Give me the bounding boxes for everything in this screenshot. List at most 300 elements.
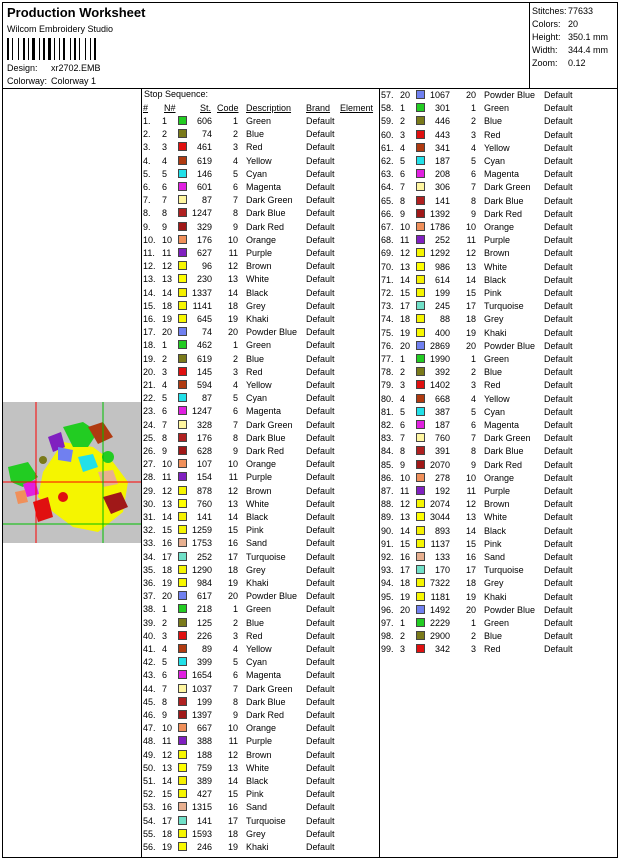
row-needle: 20 (162, 591, 173, 602)
row-index: 33. (143, 538, 156, 549)
width-stat (532, 45, 608, 55)
row-stitches: 667 (196, 723, 212, 734)
row-brand: Default (544, 604, 573, 615)
row-index: 13. (143, 274, 156, 285)
row-index: 57. (381, 90, 394, 100)
row-code: 7 (470, 182, 476, 193)
row-brand: Default (306, 182, 335, 192)
row-index: 44. (143, 683, 156, 694)
row-description: Blue (246, 129, 265, 140)
stop-row (142, 776, 378, 789)
row-code: 10 (227, 723, 238, 734)
row-stitches: 893 (434, 525, 450, 536)
row-brand: Default (544, 393, 573, 404)
row-needle: 3 (162, 630, 168, 641)
row-description: Red (484, 644, 501, 655)
stop-row (380, 552, 616, 565)
row-description: Dark Blue (484, 446, 524, 457)
row-needle: 12 (400, 499, 411, 510)
row-index: 62. (381, 156, 394, 166)
row-description: Brown (246, 749, 272, 760)
stop-row (380, 341, 616, 354)
stop-row (142, 208, 378, 221)
row-code: 4 (232, 380, 238, 390)
row-index: 10. (143, 234, 156, 245)
row-description: Orange (246, 723, 277, 734)
row-description: Green (484, 618, 510, 628)
stop-row (142, 578, 378, 591)
row-index: 64. (381, 182, 394, 193)
row-index: 58. (381, 103, 394, 114)
stop-row (380, 473, 616, 486)
row-needle: 13 (162, 498, 173, 509)
row-stitches: 88 (439, 314, 450, 325)
stop-row (380, 433, 616, 446)
row-stitches: 154 (196, 472, 212, 483)
row-stitches: 208 (434, 169, 450, 180)
row-brand: Default (306, 208, 335, 219)
stop-row (380, 367, 616, 380)
row-code: 16 (227, 538, 238, 549)
row-code: 2 (232, 617, 238, 628)
row-stitches: 176 (196, 432, 212, 443)
row-description: Purple (246, 472, 273, 483)
row-needle: 3 (162, 142, 168, 153)
row-description: Grey (246, 828, 266, 839)
row-stitches: 1654 (191, 670, 212, 681)
row-brand: Default (306, 129, 335, 140)
row-index: 68. (381, 235, 394, 246)
row-needle: 16 (162, 802, 173, 813)
row-stitches: 446 (434, 116, 450, 127)
row-stitches: 89 (201, 644, 212, 654)
row-stitches: 601 (196, 182, 212, 192)
row-needle: 14 (400, 274, 411, 285)
stop-row (142, 314, 378, 327)
row-code: 8 (232, 696, 238, 707)
row-description: Green (246, 604, 272, 615)
header-stitches: St. (200, 103, 212, 113)
colorway-row (7, 76, 96, 86)
row-needle: 19 (400, 327, 411, 338)
row-index: 15. (143, 300, 156, 311)
row-code: 5 (232, 657, 238, 668)
row-needle: 7 (162, 419, 168, 430)
stop-row (142, 340, 378, 353)
row-code: 8 (232, 432, 238, 443)
row-brand: Default (544, 182, 573, 193)
row-needle: 20 (162, 327, 173, 338)
row-description: Khaki (484, 591, 507, 602)
stop-row (142, 789, 378, 802)
row-needle: 16 (162, 538, 173, 549)
row-description: Yellow (246, 644, 272, 654)
stop-row (380, 143, 616, 156)
row-description: Grey (484, 578, 504, 589)
row-description: Magenta (246, 406, 282, 417)
stop-sequence-column-2 (380, 89, 617, 857)
row-stitches: 187 (434, 420, 450, 430)
row-code: 11 (466, 486, 476, 496)
row-index: 47. (143, 723, 156, 734)
row-stitches: 2074 (429, 499, 450, 510)
row-stitches: 328 (196, 419, 212, 430)
row-code: 12 (465, 499, 476, 510)
row-code: 18 (227, 564, 238, 575)
header-needle: N# (164, 103, 176, 113)
row-code: 1 (232, 340, 238, 351)
row-index: 37. (143, 591, 156, 602)
row-brand: Default (306, 142, 335, 153)
stop-row (142, 618, 378, 631)
row-code: 6 (232, 406, 238, 417)
row-brand: Default (306, 168, 335, 179)
row-description: Blue (484, 116, 503, 127)
row-needle: 11 (162, 736, 172, 747)
row-stitches: 399 (196, 657, 212, 668)
row-code: 9 (232, 710, 238, 720)
height-label: Height: (532, 32, 561, 42)
row-index: 93. (381, 565, 394, 576)
row-needle: 18 (162, 300, 173, 311)
row-brand: Default (306, 617, 335, 628)
stop-row (380, 314, 616, 327)
row-brand: Default (306, 498, 335, 509)
row-description: Dark Green (246, 419, 293, 430)
row-brand: Default (306, 446, 335, 456)
stop-row (380, 288, 616, 301)
row-brand: Default (306, 525, 335, 536)
row-brand: Default (306, 710, 335, 720)
row-needle: 19 (162, 578, 173, 588)
stop-row (380, 631, 616, 644)
stop-row (142, 499, 378, 512)
row-code: 17 (227, 551, 238, 562)
row-description: Grey (484, 314, 504, 325)
row-index: 54. (143, 815, 156, 826)
row-index: 21. (143, 380, 156, 390)
row-needle: 8 (162, 696, 168, 707)
design-row (7, 63, 101, 73)
stop-row (380, 486, 616, 499)
stop-row (142, 684, 378, 697)
row-brand: Default (544, 433, 573, 444)
stop-row (142, 156, 378, 169)
row-description: Dark Blue (246, 208, 286, 219)
row-brand: Default (544, 156, 573, 166)
row-brand: Default (306, 195, 335, 206)
row-needle: 13 (162, 274, 173, 285)
row-description: White (246, 498, 270, 509)
embroidery-design-graphic (3, 402, 141, 543)
row-stitches: 146 (196, 168, 212, 179)
row-description: Orange (484, 222, 515, 232)
row-index: 98. (381, 631, 394, 642)
row-needle: 6 (162, 406, 168, 417)
row-index: 90. (381, 525, 394, 536)
row-description: White (484, 512, 508, 523)
row-needle: 20 (400, 340, 411, 351)
row-stitches: 443 (434, 129, 450, 140)
row-description: Dark Red (246, 221, 285, 232)
row-description: Yellow (484, 393, 510, 404)
row-stitches: 1141 (192, 300, 212, 311)
row-description: Purple (484, 486, 511, 496)
row-code: 18 (465, 314, 476, 325)
row-code: 11 (228, 736, 238, 747)
row-brand: Default (544, 499, 573, 510)
stop-row (380, 103, 616, 116)
row-description: Dark Red (246, 710, 285, 720)
row-description: Magenta (484, 420, 520, 430)
header-info (3, 3, 529, 88)
stop-row (380, 275, 616, 288)
row-index: 83. (381, 433, 394, 444)
stop-row (142, 406, 378, 419)
stop-row (142, 393, 378, 406)
row-description: Brown (484, 248, 510, 259)
row-stitches: 329 (196, 221, 212, 232)
row-code: 7 (470, 433, 476, 444)
row-brand: Default (544, 340, 573, 351)
stop-row (380, 169, 616, 182)
header-stats (529, 3, 617, 88)
row-description: Brown (484, 499, 510, 510)
row-brand: Default (306, 459, 335, 470)
row-stitches: 759 (196, 762, 212, 773)
row-description: Purple (246, 248, 273, 258)
row-stitches: 301 (434, 103, 450, 114)
row-needle: 17 (162, 551, 173, 562)
row-needle: 4 (400, 393, 406, 404)
row-index: 52. (143, 789, 156, 800)
row-brand: Default (306, 419, 335, 430)
stop-row (142, 472, 378, 485)
stop-row (380, 301, 616, 314)
row-stitches: 246 (196, 842, 212, 852)
row-brand: Default (306, 406, 335, 417)
design-label: Design: (7, 63, 38, 73)
row-index: 40. (143, 630, 156, 641)
row-needle: 15 (162, 789, 173, 800)
stop-row (142, 565, 378, 578)
row-description: Dark Blue (484, 195, 524, 206)
row-needle: 13 (400, 261, 411, 272)
row-description: Brown (246, 261, 272, 272)
row-brand: Default (544, 222, 573, 232)
row-index: 26. (143, 446, 156, 456)
row-code: 3 (470, 129, 476, 140)
row-needle: 8 (400, 446, 406, 457)
row-brand: Default (544, 116, 573, 127)
row-stitches: 619 (196, 353, 212, 364)
row-code: 15 (465, 288, 476, 298)
row-brand: Default (544, 644, 573, 655)
row-description: Red (484, 380, 501, 391)
row-stitches: 1259 (191, 525, 212, 536)
row-description: Dark Blue (246, 696, 286, 707)
row-needle: 2 (162, 353, 168, 364)
row-stitches: 878 (196, 485, 212, 496)
row-index: 4. (143, 155, 151, 166)
row-description: Turquoise (246, 815, 286, 826)
row-description: Powder Blue (484, 604, 536, 615)
row-stitches: 1137 (430, 538, 450, 549)
row-stitches: 218 (196, 604, 212, 615)
row-description: Pink (484, 538, 502, 549)
row-description: White (246, 274, 270, 285)
row-needle: 14 (162, 776, 173, 786)
row-index: 41. (143, 644, 156, 654)
row-brand: Default (544, 90, 573, 100)
row-code: 6 (232, 182, 238, 192)
row-brand: Default (306, 564, 335, 575)
row-description: Powder Blue (484, 90, 536, 100)
stop-row (142, 816, 378, 829)
row-needle: 18 (162, 564, 173, 575)
row-needle: 8 (400, 195, 406, 206)
row-brand: Default (306, 366, 335, 377)
row-needle: 1 (162, 340, 168, 351)
row-code: 20 (465, 340, 476, 351)
row-index: 80. (381, 393, 394, 404)
row-description: Cyan (484, 156, 506, 166)
row-description: Dark Red (484, 459, 523, 470)
row-stitches: 107 (196, 459, 212, 470)
row-stitches: 1402 (429, 380, 450, 391)
row-needle: 11 (162, 248, 172, 258)
row-description: Turquoise (484, 565, 524, 576)
row-needle: 14 (400, 525, 411, 536)
row-description: Red (246, 366, 263, 377)
row-index: 1. (143, 116, 151, 126)
row-brand: Default (544, 208, 573, 219)
row-index: 30. (143, 498, 156, 509)
stop-row (380, 156, 616, 169)
row-code: 1 (470, 618, 476, 628)
row-needle: 5 (162, 168, 168, 179)
row-stitches: 1786 (429, 222, 450, 232)
row-index: 65. (381, 195, 394, 206)
row-needle: 4 (162, 380, 168, 390)
row-needle: 2 (400, 631, 406, 642)
row-code: 19 (227, 842, 238, 852)
row-brand: Default (306, 472, 335, 483)
row-description: Orange (246, 459, 277, 470)
row-index: 29. (143, 485, 156, 496)
row-index: 59. (381, 116, 394, 127)
row-description: Purple (246, 736, 273, 747)
stitches-label: Stitches: (532, 6, 567, 16)
row-needle: 11 (400, 235, 410, 246)
row-needle: 2 (400, 116, 406, 127)
row-index: 23. (143, 406, 156, 417)
stop-row (142, 750, 378, 763)
row-needle: 11 (400, 486, 410, 496)
stop-row (142, 367, 378, 380)
row-needle: 3 (400, 644, 406, 655)
row-description: Khaki (246, 578, 269, 588)
row-description: Grey (246, 564, 266, 575)
row-description: Red (246, 630, 263, 641)
row-stitches: 1492 (429, 604, 450, 615)
row-index: 31. (143, 512, 156, 522)
row-index: 79. (381, 380, 394, 391)
row-index: 74. (381, 314, 394, 325)
row-stitches: 141 (196, 512, 212, 522)
row-stitches: 617 (196, 591, 212, 602)
row-brand: Default (306, 644, 335, 654)
row-stitches: 1753 (191, 538, 212, 549)
row-brand: Default (544, 618, 573, 628)
row-index: 6. (143, 182, 151, 192)
row-description: Grey (246, 300, 266, 311)
row-needle: 8 (162, 208, 168, 219)
row-index: 69. (381, 248, 394, 259)
row-stitches: 614 (434, 274, 450, 285)
row-needle: 15 (400, 538, 411, 549)
row-needle: 1 (400, 618, 406, 628)
row-needle: 5 (400, 406, 406, 417)
row-index: 91. (381, 538, 394, 549)
stop-row (142, 274, 378, 287)
row-needle: 10 (162, 234, 173, 245)
row-index: 51. (143, 776, 156, 786)
row-needle: 10 (400, 472, 411, 483)
row-code: 16 (465, 552, 476, 562)
row-code: 13 (227, 274, 238, 285)
stop-row (142, 235, 378, 248)
row-code: 4 (232, 155, 238, 166)
colorway-label: Colorway: (7, 76, 48, 86)
row-brand: Default (544, 538, 573, 549)
row-stitches: 1067 (429, 90, 450, 100)
row-index: 8. (143, 208, 151, 219)
row-brand: Default (544, 420, 573, 430)
row-description: Khaki (246, 314, 269, 324)
row-stitches: 1181 (430, 591, 450, 602)
row-needle: 19 (400, 591, 411, 602)
row-needle: 9 (162, 710, 168, 720)
row-stitches: 2900 (429, 631, 450, 642)
row-brand: Default (544, 552, 573, 562)
row-description: Purple (484, 235, 511, 246)
row-code: 19 (465, 591, 476, 602)
row-index: 94. (381, 578, 394, 589)
row-index: 99. (381, 644, 394, 655)
row-index: 55. (143, 828, 156, 839)
row-stitches: 341 (434, 142, 450, 153)
row-code: 2 (470, 631, 476, 642)
row-brand: Default (306, 696, 335, 707)
row-code: 8 (470, 195, 476, 206)
row-needle: 14 (162, 287, 173, 298)
worksheet (2, 2, 618, 858)
row-code: 3 (232, 630, 238, 641)
row-brand: Default (544, 274, 573, 285)
row-index: 45. (143, 696, 156, 707)
row-brand: Default (306, 578, 335, 588)
row-description: Brown (246, 485, 272, 496)
row-stitches: 133 (434, 552, 450, 562)
stop-row (380, 446, 616, 459)
row-code: 5 (232, 168, 238, 179)
row-index: 86. (381, 472, 394, 483)
row-stitches: 606 (196, 116, 212, 126)
row-description: Dark Green (484, 433, 531, 444)
row-brand: Default (544, 380, 573, 391)
stop-row (142, 261, 378, 274)
